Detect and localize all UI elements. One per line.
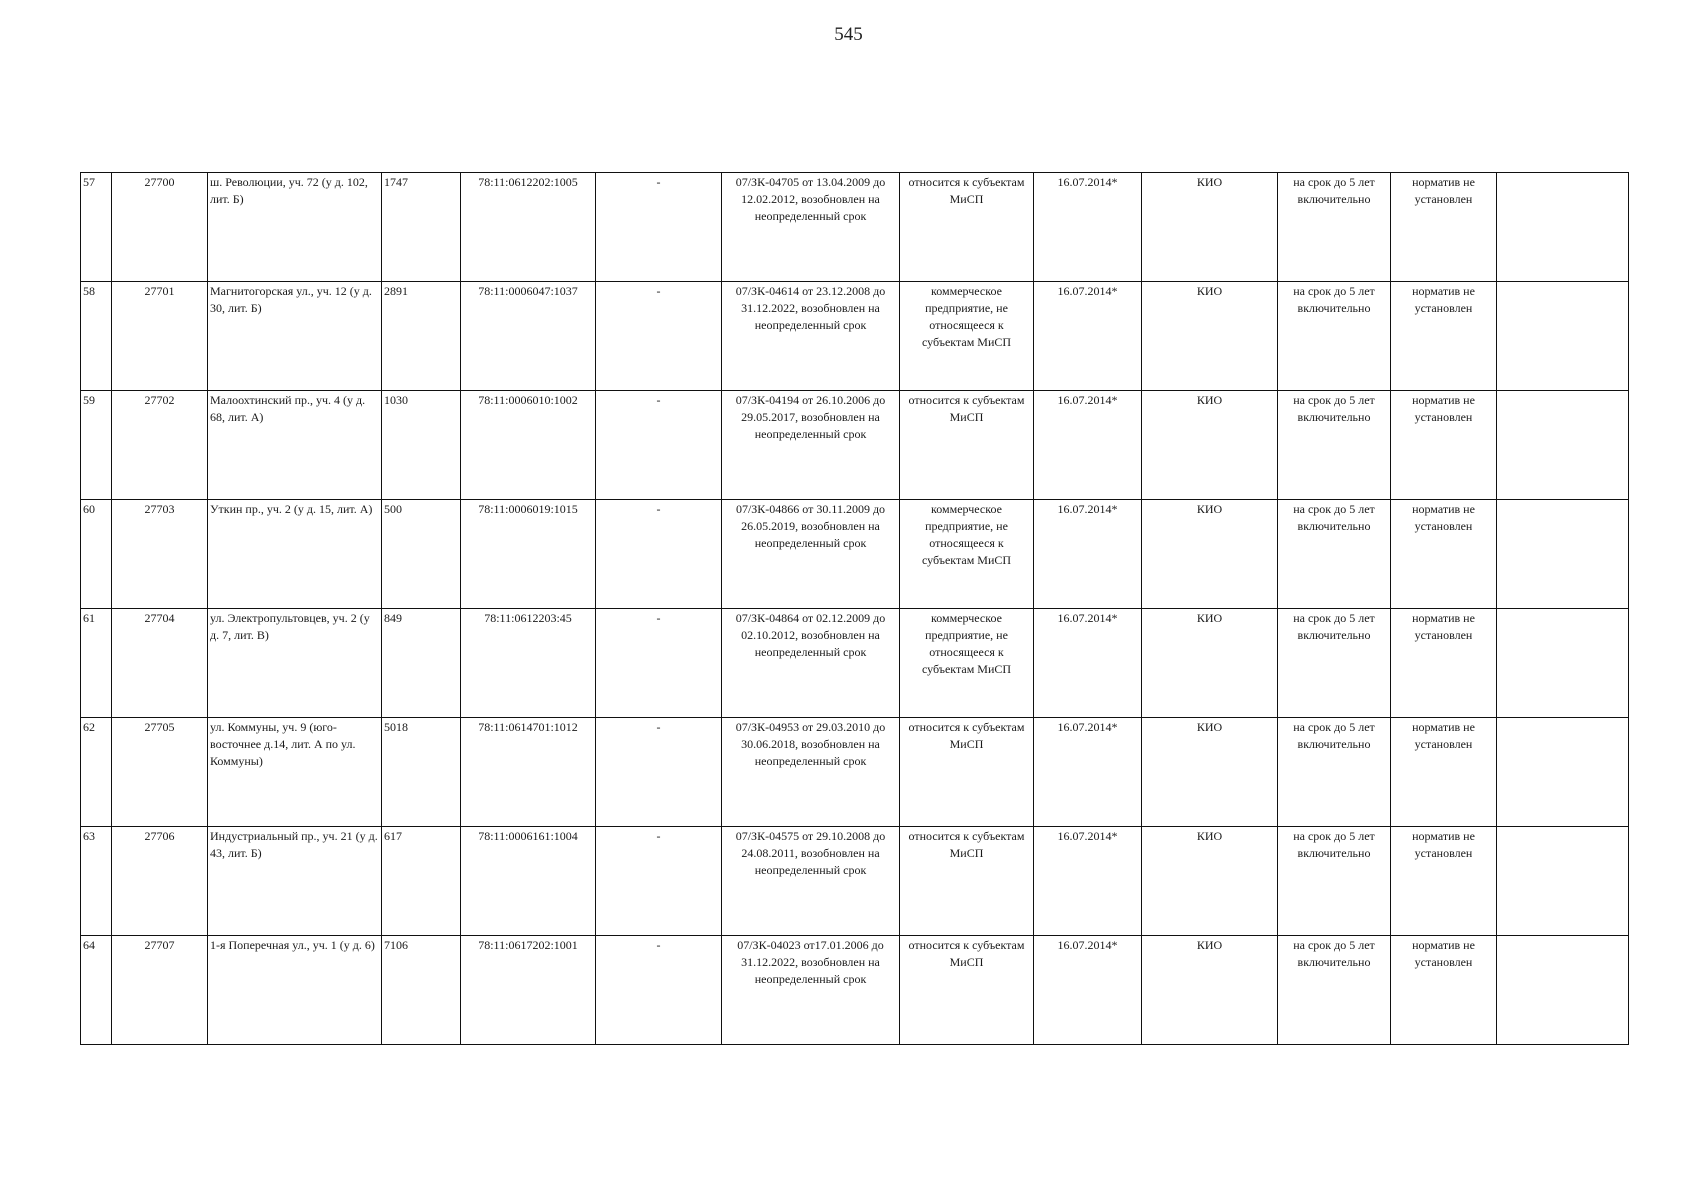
cell-term: на срок до 5 лет включительно	[1278, 173, 1391, 282]
cell-address: Малоохтинский пр., уч. 4 (у д. 68, лит. А)	[208, 391, 382, 500]
cell-date: 16.07.2014*	[1034, 173, 1142, 282]
cell-contract: 07/ЗК-04194 от 26.10.2006 до 29.05.2017, возобновлен на неопределенный срок	[722, 391, 900, 500]
cell-area: 5018	[382, 718, 461, 827]
cell-area: 7106	[382, 936, 461, 1045]
cell-organization: КИО	[1142, 173, 1278, 282]
cell-extra-cell	[1497, 827, 1629, 936]
cell-contract: 07/ЗК-04864 от 02.12.2009 до 02.10.2012, возобновлен на неопределенный срок	[722, 609, 900, 718]
cell-address: ш. Революции, уч. 72 (у д. 102, лит. Б)	[208, 173, 382, 282]
cell-extra-cell	[1497, 391, 1629, 500]
cell-extra-cell	[1497, 282, 1629, 391]
table-row	[81, 827, 1629, 936]
cell-object-code: 27704	[112, 609, 208, 718]
cell-address: Индустриальный пр., уч. 21 (у д. 43, лит. Б)	[208, 827, 382, 936]
cell-term: на срок до 5 лет включительно	[1278, 609, 1391, 718]
cell-area: 849	[382, 609, 461, 718]
cell-category: коммерческое предприятие, не относящееся к субъектам МиСП	[900, 609, 1034, 718]
cell-object-code: 27705	[112, 718, 208, 827]
cell-contract: 07/ЗК-04866 от 30.11.2009 до 26.05.2019, возобновлен на неопределенный срок	[722, 500, 900, 609]
table-body	[81, 173, 1629, 1045]
cell-row-number: 61	[81, 609, 112, 718]
table-row	[81, 391, 1629, 500]
cell-category: относится к субъектам МиСП	[900, 827, 1034, 936]
cell-organization: КИО	[1142, 936, 1278, 1045]
cell-norm: норматив не установлен	[1391, 282, 1497, 391]
cell-cadastral-number: 78:11:0006010:1002	[461, 391, 596, 500]
cell-date: 16.07.2014*	[1034, 827, 1142, 936]
table-row	[81, 609, 1629, 718]
cell-row-number: 58	[81, 282, 112, 391]
cell-organization: КИО	[1142, 718, 1278, 827]
cell-cadastral-number: 78:11:0612203:45	[461, 609, 596, 718]
cell-extra-cell	[1497, 609, 1629, 718]
table-row	[81, 173, 1629, 282]
cell-norm: норматив не установлен	[1391, 391, 1497, 500]
cell-cadastral-number: 78:11:0006019:1015	[461, 500, 596, 609]
cell-row-number: 57	[81, 173, 112, 282]
cell-area: 617	[382, 827, 461, 936]
cell-organization: КИО	[1142, 391, 1278, 500]
land-plot-registry-table	[80, 172, 1629, 1045]
cell-area: 1747	[382, 173, 461, 282]
cell-contract: 07/ЗК-04575 от 29.10.2008 до 24.08.2011, возобновлен на неопределенный срок	[722, 827, 900, 936]
cell-object-code: 27707	[112, 936, 208, 1045]
cell-norm: норматив не установлен	[1391, 718, 1497, 827]
cell-norm: норматив не установлен	[1391, 173, 1497, 282]
cell-area: 500	[382, 500, 461, 609]
cell-term: на срок до 5 лет включительно	[1278, 718, 1391, 827]
cell-cadastral-number: 78:11:0006047:1037	[461, 282, 596, 391]
cell-term: на срок до 5 лет включительно	[1278, 282, 1391, 391]
cell-norm: норматив не установлен	[1391, 609, 1497, 718]
cell-object-code: 27701	[112, 282, 208, 391]
cell-organization: КИО	[1142, 500, 1278, 609]
cell-term: на срок до 5 лет включительно	[1278, 500, 1391, 609]
cell-address: Уткин пр., уч. 2 (у д. 15, лит. А)	[208, 500, 382, 609]
cell-object-code: 27706	[112, 827, 208, 936]
cell-norm: норматив не установлен	[1391, 827, 1497, 936]
cell-category: относится к субъектам МиСП	[900, 718, 1034, 827]
cell-extra-cell	[1497, 173, 1629, 282]
cell-contract: 07/ЗК-04023 от17.01.2006 до 31.12.2022, возобновлен на неопределенный срок	[722, 936, 900, 1045]
cell-term: на срок до 5 лет включительно	[1278, 391, 1391, 500]
cell-row-number: 62	[81, 718, 112, 827]
cell-contract: 07/ЗК-04953 от 29.03.2010 до 30.06.2018, возобновлен на неопределенный срок	[722, 718, 900, 827]
cell-object-code: 27703	[112, 500, 208, 609]
cell-row-number: 64	[81, 936, 112, 1045]
cell-area: 2891	[382, 282, 461, 391]
cell-object-code: 27702	[112, 391, 208, 500]
cell-organization: КИО	[1142, 827, 1278, 936]
cell-dash-cell: -	[596, 718, 722, 827]
cell-row-number: 59	[81, 391, 112, 500]
cell-dash-cell: -	[596, 500, 722, 609]
cell-term: на срок до 5 лет включительно	[1278, 827, 1391, 936]
cell-norm: норматив не установлен	[1391, 500, 1497, 609]
cell-contract: 07/ЗК-04614 от 23.12.2008 до 31.12.2022, возобновлен на неопределенный срок	[722, 282, 900, 391]
cell-extra-cell	[1497, 500, 1629, 609]
cell-dash-cell: -	[596, 173, 722, 282]
cell-row-number: 60	[81, 500, 112, 609]
cell-cadastral-number: 78:11:0617202:1001	[461, 936, 596, 1045]
cell-norm: норматив не установлен	[1391, 936, 1497, 1045]
cell-cadastral-number: 78:11:0006161:1004	[461, 827, 596, 936]
cell-dash-cell: -	[596, 827, 722, 936]
cell-category: коммерческое предприятие, не относящееся к субъектам МиСП	[900, 500, 1034, 609]
cell-address: ул. Электропультовцев, уч. 2 (у д. 7, лит. В)	[208, 609, 382, 718]
cell-dash-cell: -	[596, 391, 722, 500]
cell-date: 16.07.2014*	[1034, 282, 1142, 391]
cell-date: 16.07.2014*	[1034, 718, 1142, 827]
table-row	[81, 936, 1629, 1045]
cell-cadastral-number: 78:11:0614701:1012	[461, 718, 596, 827]
cell-object-code: 27700	[112, 173, 208, 282]
cell-extra-cell	[1497, 936, 1629, 1045]
table-row	[81, 718, 1629, 827]
cell-organization: КИО	[1142, 609, 1278, 718]
cell-row-number: 63	[81, 827, 112, 936]
cell-organization: КИО	[1142, 282, 1278, 391]
page-number: 545	[834, 24, 863, 45]
cell-dash-cell: -	[596, 609, 722, 718]
cell-area: 1030	[382, 391, 461, 500]
cell-category: относится к субъектам МиСП	[900, 391, 1034, 500]
cell-category: относится к субъектам МиСП	[900, 936, 1034, 1045]
cell-address: ул. Коммуны, уч. 9 (юго-восточнее д.14, лит. А по ул. Коммуны)	[208, 718, 382, 827]
cell-extra-cell	[1497, 718, 1629, 827]
table-row	[81, 282, 1629, 391]
cell-date: 16.07.2014*	[1034, 500, 1142, 609]
cell-address: 1-я Поперечная ул., уч. 1 (у д. 6)	[208, 936, 382, 1045]
cell-term: на срок до 5 лет включительно	[1278, 936, 1391, 1045]
cell-dash-cell: -	[596, 282, 722, 391]
cell-address: Магнитогорская ул., уч. 12 (у д. 30, лит. Б)	[208, 282, 382, 391]
cell-category: коммерческое предприятие, не относящееся к субъектам МиСП	[900, 282, 1034, 391]
cell-date: 16.07.2014*	[1034, 936, 1142, 1045]
cell-dash-cell: -	[596, 936, 722, 1045]
cell-cadastral-number: 78:11:0612202:1005	[461, 173, 596, 282]
cell-category: относится к субъектам МиСП	[900, 173, 1034, 282]
cell-date: 16.07.2014*	[1034, 609, 1142, 718]
cell-date: 16.07.2014*	[1034, 391, 1142, 500]
table-row	[81, 500, 1629, 609]
cell-contract: 07/ЗК-04705 от 13.04.2009 до 12.02.2012, возобновлен на неопределенный срок	[722, 173, 900, 282]
